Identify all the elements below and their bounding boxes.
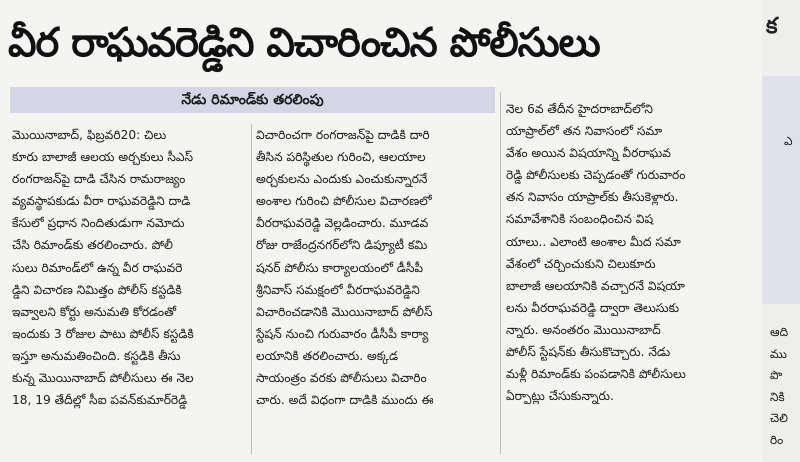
article-line: రెడ్డి పోలీసులకు చెప్పడంతో గురువారం: [506, 168, 686, 183]
article-line: వేశంలో చర్చించుకుని చిలుకూరు: [506, 256, 656, 271]
article-line: సమావేశానికి సంబంధించిన విష: [506, 212, 654, 227]
article-line: స్టేషన్ నుంచి గురువారం డీసీపీ కార్యా: [256, 326, 429, 341]
article-line: ఇందుకు 3 రోజుల పాటు పోలీస్ కస్టడికి: [12, 326, 194, 341]
article-line: రోజు రాజేంద్రనగర్‌లోని డిప్యూటీ కమి: [256, 238, 428, 253]
adjacent-text-line: ఆది: [770, 325, 789, 339]
article-line: నెల 6వ తేదీన హైదరాబాద్‌లోని: [506, 102, 653, 116]
article-line: చేసి రిమాండ్‌కు తరలించారు. పోలీ: [12, 238, 173, 253]
article-line: సులు రిమాండ్‌లో ఉన్న వీర రాఘవరె: [12, 260, 183, 275]
article-line: కేసులో ప్రధాన నిందితుడుగా నమోదు: [12, 216, 185, 231]
article-line: వీరరాఘవరెడ్డి వెల్లడించారు. మూడవ: [256, 216, 429, 231]
column-divider: [500, 92, 501, 454]
article-line: డ్డిని విచారణ నిమిత్తం పోలీస్ కస్టడికి: [12, 282, 182, 297]
adjacent-article-edge: [762, 0, 800, 462]
article-line: మళ్లీ రిమాండ్‌కు పంపడానికి పోలీసులు: [506, 367, 686, 382]
adjacent-text-line: పొ: [770, 368, 783, 382]
article-line: లయానికి తరలించారు. అక్కడ: [256, 348, 399, 363]
article-line: న్నారు. అనంతరం మొయినాబాద్: [506, 322, 661, 337]
adjacent-text-line: నికి: [770, 389, 785, 404]
article-line: చారు. అదే విధంగా దాడికి ముందు ఈ: [256, 393, 434, 408]
article-line: విచారించడానికి మొయినాబాద్ పోలీస్: [256, 304, 433, 319]
article-line: విచారించగా రంగరాజన్‌పై దాడికి దారి: [256, 128, 430, 142]
article-line: బాలాజీ ఆలయానికి వచ్చారనే విషయా: [506, 278, 685, 293]
article-line: అంశాల గురించి పోలీసుల విచారణలో: [256, 194, 432, 209]
article-line: యాలు.. ఎలాంటి అంశాల మీద సమా: [506, 234, 681, 249]
article-line: లను వీరరాఘవరెడ్డి ద్వారా తెలుసుకు: [506, 300, 680, 315]
article-column-3: [506, 98, 754, 407]
article-line: తన నివాసం యాప్రాల్‌కు తీసుకెళ్లారు.: [506, 190, 679, 205]
article-headline: వీర రాఘవరెడ్డిని విచారించిన పోలీసులు: [8, 20, 600, 66]
article-line: 18, 19 తేదీల్లో సీఐ పవన్‌కుమార్‌రెడ్డి: [12, 393, 188, 408]
article-line: కూరు బాలాజీ ఆలయ అర్చకులు సీఎస్‌: [12, 150, 194, 165]
article-line: యాప్రాల్‌లో తన నివాసంలో సమా: [506, 124, 663, 139]
adjacent-text-line: చెలి: [770, 411, 788, 425]
article-line: కున్న మొయినాబాద్ పోలీసులు ఈ నెల: [12, 371, 194, 386]
adjacent-highlight-box: [762, 76, 800, 304]
article-line: వ్యవస్థాపకుడు వీరా రాఘవరెడ్డిని దాడి: [12, 194, 191, 209]
article-line: షనర్ పోలీసు కార్యాలయంలో డీసీపీ: [256, 260, 424, 275]
adjacent-box-text: ఎ: [784, 134, 793, 148]
article-line: శ్రీనివాస్ సమక్షంలో వీరరాఘవరెడ్డిని: [256, 282, 420, 297]
article-line: రంగరాజన్‌పై దాడి చేసిన రామరాజ్యం: [12, 172, 186, 187]
adjacent-text-line: ము: [770, 346, 787, 361]
article-line: ఏర్పాట్లు చేసుకున్నారు.: [506, 389, 614, 404]
article-line: వేశం అయిన విషయాన్ని వీరరాఘవ: [506, 146, 671, 161]
article-line: మొయినాబాద్, ఫిబ్రవరి20: చిలు: [12, 128, 167, 142]
article-line: అర్చకులను ఎందుకు ఎంచుకున్నారనే: [256, 172, 428, 187]
article-line: సాయంత్రం వరకు పోలీసులు విచారిం: [256, 371, 427, 386]
adjacent-text-line: రిం: [770, 432, 784, 447]
article-line: తీసిన పరిస్థితుల గురించి, ఆలయాల: [256, 150, 426, 165]
adjacent-headline-fragment: క: [766, 14, 778, 39]
article-line: ఇస్తూ అనుమతించింది. కస్టడికి తీసు: [12, 348, 181, 363]
article-line: పోలీస్ స్టేషన్‌కు తీసుకొచ్చారు. నేడు: [506, 345, 671, 360]
article-column-1: [12, 124, 248, 411]
article-column-2: [256, 124, 496, 411]
article-subheadline: నేడు రిమాండ్‌కు తరలింపు: [10, 87, 495, 113]
adjacent-text-fragments: [770, 322, 788, 451]
column-divider: [251, 124, 252, 454]
article-line: ఇవ్వాలని కోర్టు అనుమతి కోరడంతో: [12, 304, 176, 319]
